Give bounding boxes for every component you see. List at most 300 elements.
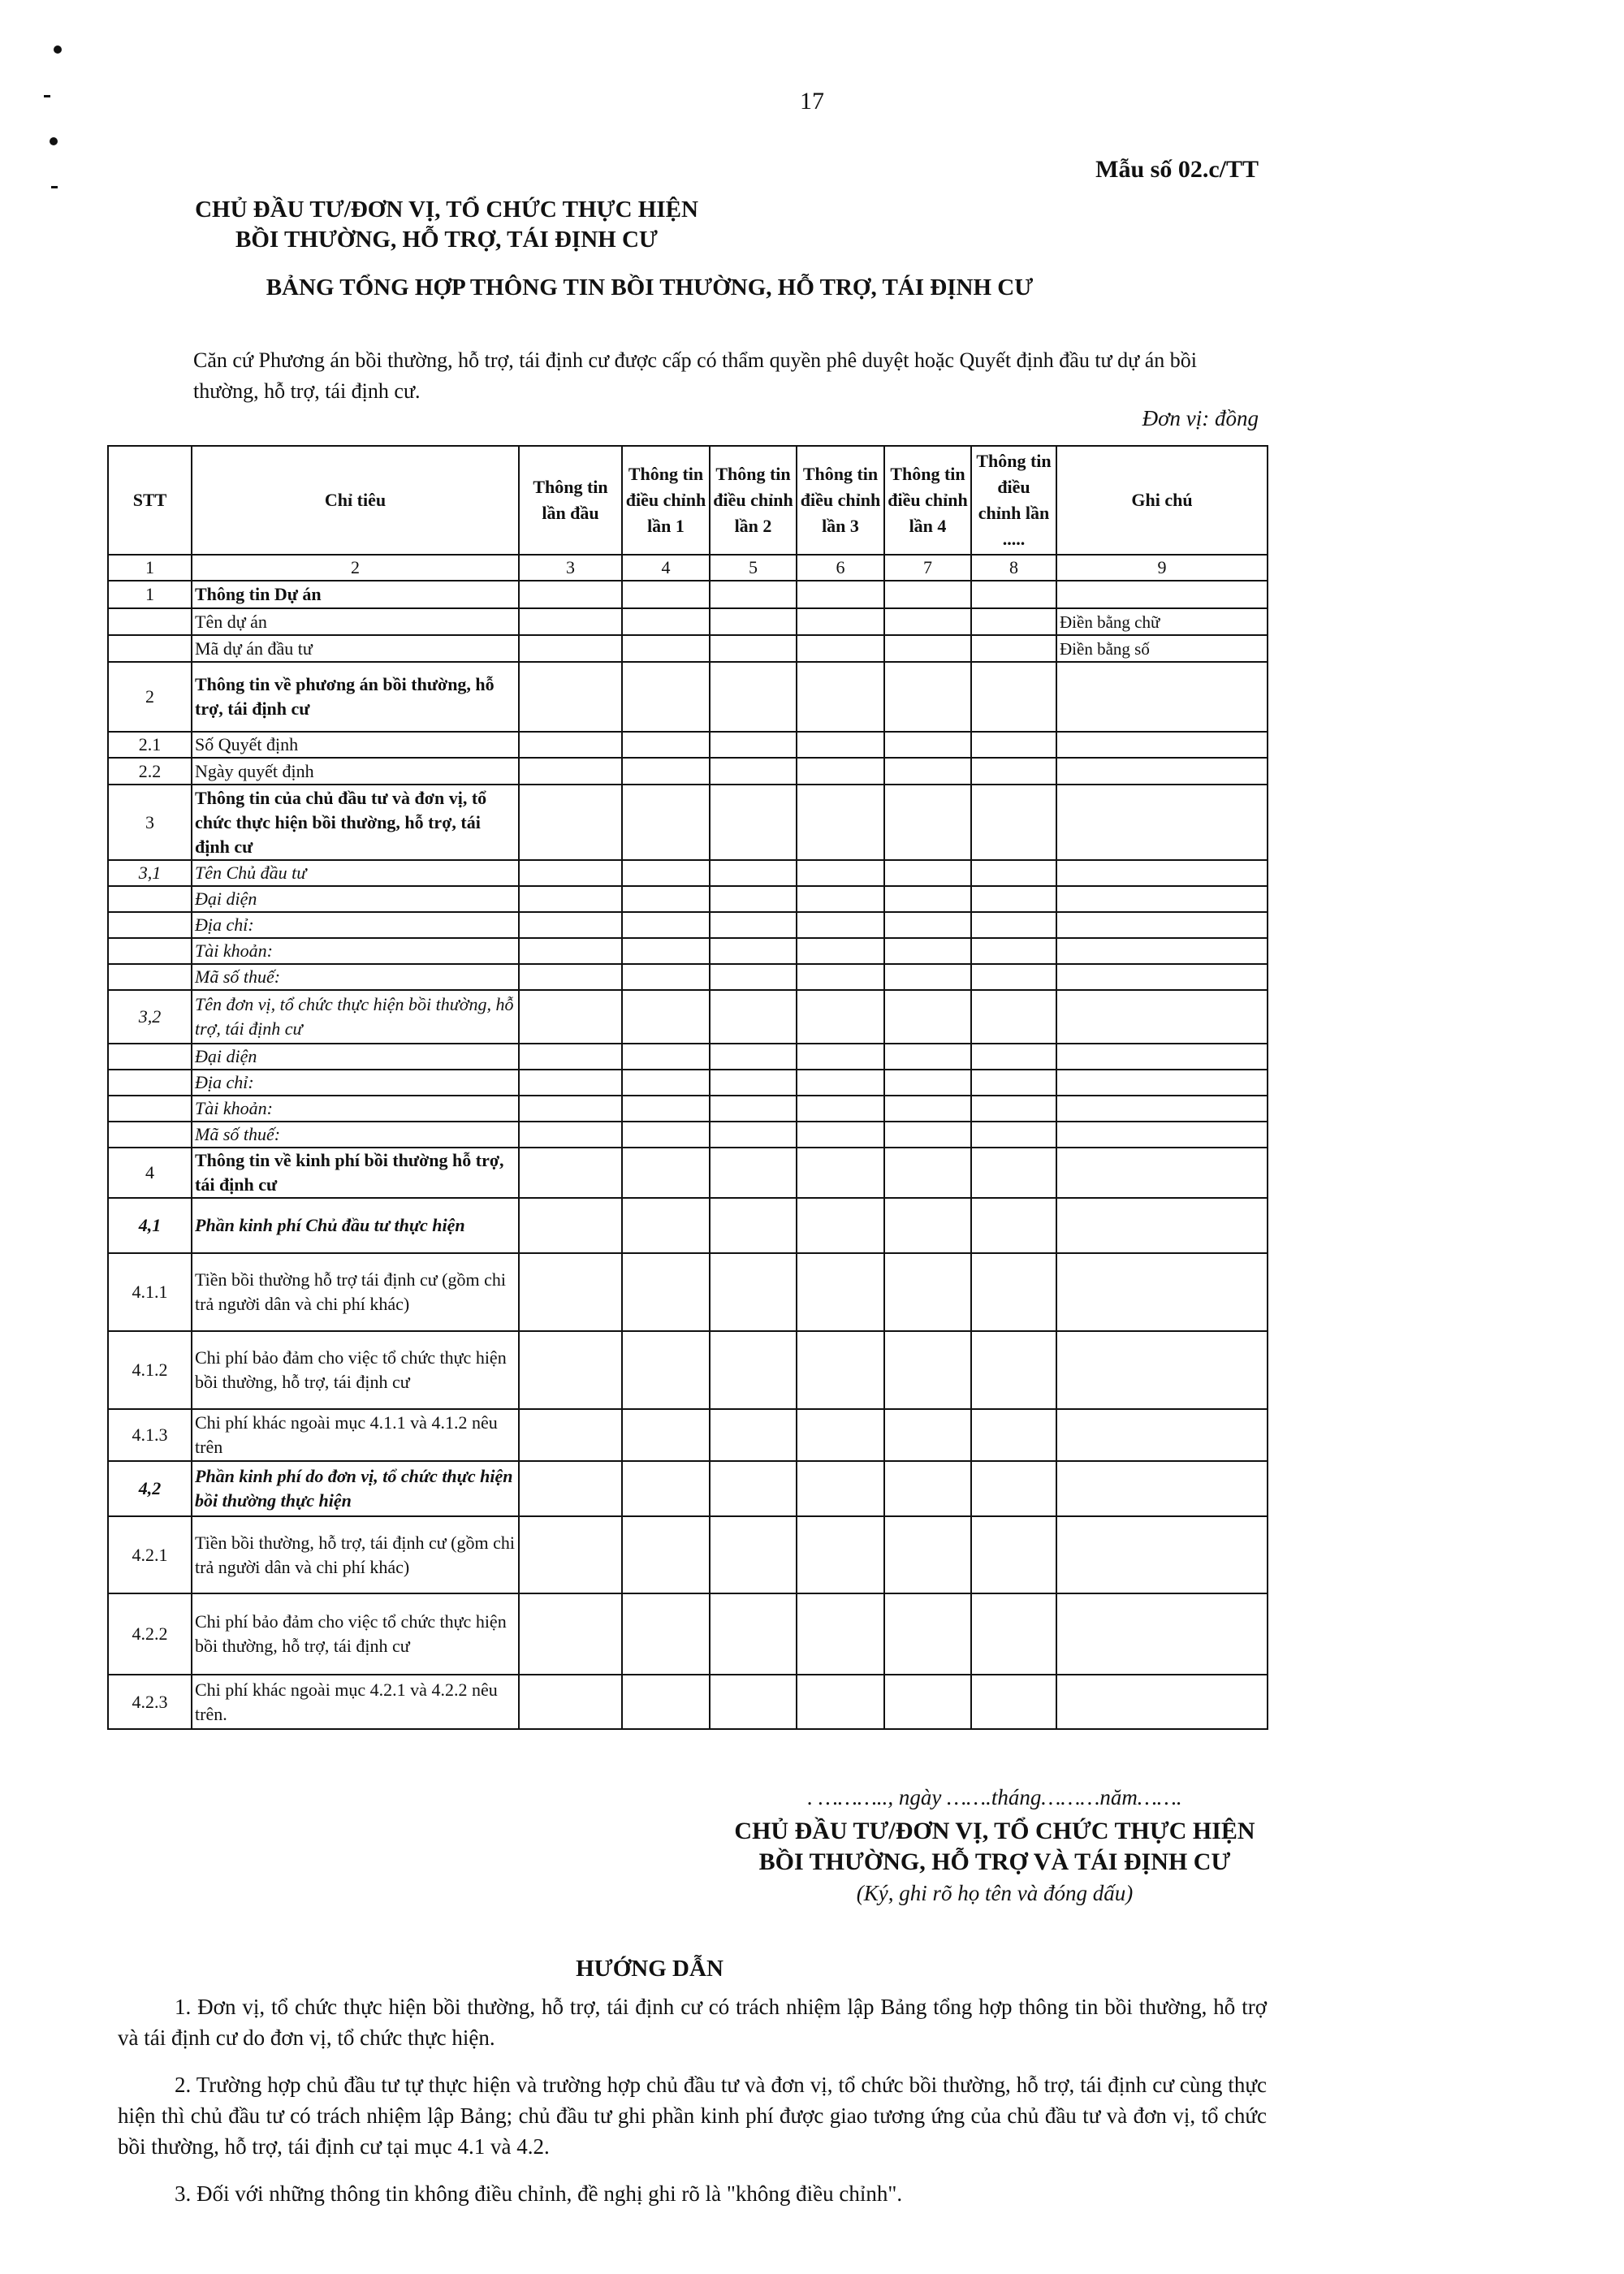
row-stt: 4.1.2	[108, 1331, 192, 1409]
row-stt: 3,2	[108, 990, 192, 1044]
org-header-line2: BỒI THƯỜNG, HỖ TRỢ, TÁI ĐỊNH CƯ	[235, 227, 658, 253]
table-row	[108, 635, 1268, 662]
value-cell[interactable]	[884, 990, 971, 1044]
row-stt	[108, 1044, 192, 1070]
value-cell[interactable]	[519, 1461, 622, 1516]
value-cell[interactable]	[622, 1409, 710, 1461]
row-indicator: Tên đơn vị, tổ chức thực hiện bồi thường, hỗ trợ, tái định cư	[192, 990, 519, 1044]
value-cell[interactable]	[519, 1331, 622, 1409]
value-cell[interactable]	[519, 1070, 622, 1096]
row-indicator: Thông tin Dự án	[192, 581, 519, 608]
value-cell[interactable]	[797, 860, 884, 886]
value-cell[interactable]	[971, 1253, 1056, 1331]
table-row	[108, 1516, 1268, 1593]
value-cell[interactable]	[710, 1148, 797, 1198]
org-header	[191, 195, 702, 255]
table-row	[108, 886, 1268, 912]
value-cell[interactable]	[710, 732, 797, 758]
scan-punch-mark	[50, 137, 58, 145]
value-cell[interactable]	[519, 912, 622, 938]
value-cell[interactable]	[884, 1148, 971, 1198]
value-cell[interactable]	[622, 1253, 710, 1331]
value-cell[interactable]	[519, 1253, 622, 1331]
row-indicator: Thông tin về phương án bồi thường, hỗ trợ, tái định cư	[192, 662, 519, 732]
value-cell[interactable]	[519, 1044, 622, 1070]
scan-dash-mark	[51, 186, 58, 188]
value-cell[interactable]	[971, 608, 1056, 635]
row-indicator: Mã dự án đầu tư	[192, 635, 519, 662]
value-cell[interactable]	[622, 1148, 710, 1198]
value-cell[interactable]	[622, 758, 710, 785]
value-cell[interactable]	[971, 860, 1056, 886]
value-cell[interactable]	[622, 860, 710, 886]
guidance-item: 2. Trường hợp chủ đầu tư tự thực hiện và trường hợp chủ đầu tư và đơn vị, tổ chức bồi thường, hỗ trợ, tái định cư cùng thực hiện thì chủ đầu tư có trách nhiệm lập Bảng; chủ đầu tư ghi phần kinh phí được giao tương ứng của chủ đầu tư và đơn vị, tổ chức bồi thường, hỗ trợ, tái định cư tại mục 4.1 và 4.2.	[118, 2073, 1267, 2159]
value-cell[interactable]	[884, 1198, 971, 1253]
value-cell[interactable]	[797, 912, 884, 938]
form-code: Mẫu số 02.c/TT	[1095, 156, 1259, 183]
row-stt	[108, 1122, 192, 1148]
value-cell[interactable]	[622, 635, 710, 662]
row-indicator: Địa chỉ:	[192, 1070, 519, 1096]
table-row	[108, 1331, 1268, 1409]
value-cell[interactable]	[797, 886, 884, 912]
guidance-title: HƯỚNG DẪN	[576, 1956, 723, 1982]
row-indicator: Phần kinh phí do đơn vị, tổ chức thực hiện bồi thường thực hiện	[192, 1461, 519, 1516]
value-cell[interactable]	[519, 1675, 622, 1729]
row-indicator: Tên Chủ đầu tư	[192, 860, 519, 886]
column-number: 4	[622, 555, 710, 581]
value-cell[interactable]	[519, 662, 622, 732]
value-cell[interactable]	[622, 732, 710, 758]
row-stt	[108, 608, 192, 635]
value-cell[interactable]	[710, 1122, 797, 1148]
value-cell[interactable]	[884, 1096, 971, 1122]
table-row	[108, 758, 1268, 785]
value-cell[interactable]	[797, 938, 884, 964]
value-cell[interactable]	[884, 860, 971, 886]
value-cell[interactable]	[884, 608, 971, 635]
row-note[interactable]	[1056, 860, 1268, 886]
value-cell[interactable]	[971, 581, 1056, 608]
value-cell[interactable]	[622, 912, 710, 938]
row-indicator: Đại diện	[192, 886, 519, 912]
table-row	[108, 1675, 1268, 1729]
value-cell[interactable]	[519, 1593, 622, 1675]
page-number: 17	[800, 88, 824, 115]
value-cell[interactable]	[519, 1516, 622, 1593]
value-cell[interactable]	[971, 1148, 1056, 1198]
row-note[interactable]	[1056, 964, 1268, 990]
row-note[interactable]	[1056, 1096, 1268, 1122]
value-cell[interactable]	[884, 785, 971, 860]
row-indicator: Tài khoản:	[192, 1096, 519, 1122]
value-cell[interactable]	[971, 1044, 1056, 1070]
value-cell[interactable]	[710, 1675, 797, 1729]
value-cell[interactable]	[797, 1070, 884, 1096]
table-row	[108, 990, 1268, 1044]
row-stt: 4.2.1	[108, 1516, 192, 1593]
value-cell[interactable]	[622, 1675, 710, 1729]
row-note[interactable]	[1056, 581, 1268, 608]
row-stt: 2.1	[108, 732, 192, 758]
header-adjust-4: Thông tin điều chỉnh lần 4	[884, 446, 971, 555]
table-row	[108, 1148, 1268, 1198]
row-note[interactable]	[1056, 938, 1268, 964]
header-initial-info: Thông tin lần đầu	[519, 446, 622, 555]
column-number: 7	[884, 555, 971, 581]
value-cell[interactable]	[884, 1122, 971, 1148]
row-indicator: Đại diện	[192, 1044, 519, 1070]
value-cell[interactable]	[622, 1593, 710, 1675]
value-cell[interactable]	[710, 1044, 797, 1070]
value-cell[interactable]	[797, 1593, 884, 1675]
table-row	[108, 964, 1268, 990]
value-cell[interactable]	[622, 1070, 710, 1096]
value-cell[interactable]	[884, 635, 971, 662]
table-row	[108, 1044, 1268, 1070]
value-cell[interactable]	[884, 758, 971, 785]
row-indicator: Mã số thuế:	[192, 964, 519, 990]
value-cell[interactable]	[519, 938, 622, 964]
signature-title	[633, 1816, 1356, 1878]
row-stt: 1	[108, 581, 192, 608]
row-indicator: Địa chỉ:	[192, 912, 519, 938]
row-stt	[108, 635, 192, 662]
value-cell[interactable]	[710, 1253, 797, 1331]
value-cell[interactable]	[622, 1516, 710, 1593]
value-cell[interactable]	[710, 860, 797, 886]
value-cell[interactable]	[519, 1096, 622, 1122]
row-indicator: Số Quyết định	[192, 732, 519, 758]
value-cell[interactable]	[797, 1044, 884, 1070]
row-stt	[108, 938, 192, 964]
row-note[interactable]	[1056, 1044, 1268, 1070]
guidance-item: 1. Đơn vị, tổ chức thực hiện bồi thường, hỗ trợ, tái định cư có trách nhiệm lập Bảng tổng hợp thông tin bồi thường, hỗ trợ và tái định cư do đơn vị, tổ chức thực hiện.	[118, 1995, 1267, 2050]
value-cell[interactable]	[971, 1331, 1056, 1409]
value-cell[interactable]	[971, 1198, 1056, 1253]
table-row	[108, 938, 1268, 964]
row-stt: 4.2.2	[108, 1593, 192, 1675]
value-cell[interactable]	[622, 1044, 710, 1070]
value-cell[interactable]	[884, 1675, 971, 1729]
signature-title-line1: CHỦ ĐẦU TƯ/ĐƠN VỊ, TỔ CHỨC THỰC HIỆN	[734, 1818, 1255, 1844]
column-number: 8	[971, 555, 1056, 581]
row-indicator: Ngày quyết định	[192, 758, 519, 785]
row-stt	[108, 886, 192, 912]
value-cell[interactable]	[797, 964, 884, 990]
row-indicator: Chi phí khác ngoài mục 4.1.1 và 4.1.2 nêu trên	[192, 1409, 519, 1461]
row-stt: 2.2	[108, 758, 192, 785]
row-stt: 3,1	[108, 860, 192, 886]
row-note[interactable]	[1056, 785, 1268, 860]
header-notes: Ghi chú	[1056, 446, 1268, 555]
value-cell[interactable]	[884, 938, 971, 964]
row-note[interactable]	[1056, 1253, 1268, 1331]
value-cell[interactable]	[519, 581, 622, 608]
value-cell[interactable]	[519, 1198, 622, 1253]
table-row	[108, 662, 1268, 732]
table-row	[108, 1461, 1268, 1516]
value-cell[interactable]	[797, 990, 884, 1044]
row-note[interactable]	[1056, 1593, 1268, 1675]
value-cell[interactable]	[884, 1253, 971, 1331]
table-row	[108, 1593, 1268, 1675]
value-cell[interactable]	[519, 1148, 622, 1198]
row-note[interactable]: Điền bằng chữ	[1056, 608, 1268, 635]
value-cell[interactable]	[884, 1593, 971, 1675]
value-cell[interactable]	[622, 964, 710, 990]
value-cell[interactable]	[884, 964, 971, 990]
signature-note: (Ký, ghi rõ họ tên và đóng dấu)	[856, 1881, 1134, 1905]
signature-date-line: . ……….., ngày …….tháng………năm…….	[807, 1785, 1182, 1809]
value-cell[interactable]	[710, 608, 797, 635]
value-cell[interactable]	[884, 1516, 971, 1593]
value-cell[interactable]	[797, 662, 884, 732]
value-cell[interactable]	[884, 1331, 971, 1409]
value-cell[interactable]	[519, 608, 622, 635]
row-stt	[108, 964, 192, 990]
value-cell[interactable]	[519, 886, 622, 912]
value-cell[interactable]	[797, 1096, 884, 1122]
row-indicator: Tên dự án	[192, 608, 519, 635]
row-note[interactable]: Điền bằng số	[1056, 635, 1268, 662]
column-number: 1	[108, 555, 192, 581]
header-stt: STT	[108, 446, 192, 555]
value-cell[interactable]	[884, 581, 971, 608]
row-stt: 4.1.1	[108, 1253, 192, 1331]
table-row	[108, 912, 1268, 938]
value-cell[interactable]	[710, 912, 797, 938]
value-cell[interactable]	[971, 785, 1056, 860]
row-indicator: Chi phí khác ngoài mục 4.2.1 và 4.2.2 nêu trên.	[192, 1675, 519, 1729]
value-cell[interactable]	[971, 732, 1056, 758]
value-cell[interactable]	[884, 1409, 971, 1461]
value-cell[interactable]	[797, 758, 884, 785]
value-cell[interactable]	[971, 938, 1056, 964]
row-indicator: Phần kinh phí Chủ đầu tư thực hiện	[192, 1198, 519, 1253]
value-cell[interactable]	[971, 1461, 1056, 1516]
row-note[interactable]	[1056, 758, 1268, 785]
table-row	[108, 1096, 1268, 1122]
value-cell[interactable]	[797, 1461, 884, 1516]
value-cell[interactable]	[971, 1409, 1056, 1461]
value-cell[interactable]	[884, 732, 971, 758]
row-stt: 4.2.3	[108, 1675, 192, 1729]
row-indicator: Chi phí bảo đảm cho việc tổ chức thực hiện bồi thường, hỗ trợ, tái định cư	[192, 1331, 519, 1409]
row-indicator: Thông tin về kinh phí bồi thường hỗ trợ, tái định cư	[192, 1148, 519, 1198]
row-note[interactable]	[1056, 1409, 1268, 1461]
value-cell[interactable]	[519, 964, 622, 990]
value-cell[interactable]	[622, 608, 710, 635]
table-row	[108, 581, 1268, 608]
row-note[interactable]	[1056, 1675, 1268, 1729]
value-cell[interactable]	[797, 1198, 884, 1253]
row-stt	[108, 912, 192, 938]
value-cell[interactable]	[622, 1096, 710, 1122]
value-cell[interactable]	[622, 1461, 710, 1516]
page-title: BẢNG TỔNG HỢP THÔNG TIN BỒI THƯỜNG, HỖ TRỢ, TÁI ĐỊNH CƯ	[266, 275, 1034, 300]
row-indicator: Tiền bồi thường hỗ trợ tái định cư (gồm chi trả người dân và chi phí khác)	[192, 1253, 519, 1331]
table-row	[108, 860, 1268, 886]
value-cell[interactable]	[622, 886, 710, 912]
column-number: 3	[519, 555, 622, 581]
value-cell[interactable]	[710, 758, 797, 785]
value-cell[interactable]	[971, 964, 1056, 990]
summary-table	[107, 445, 1268, 1730]
value-cell[interactable]	[710, 938, 797, 964]
value-cell[interactable]	[797, 732, 884, 758]
value-cell[interactable]	[519, 860, 622, 886]
scan-punch-mark	[54, 45, 62, 54]
guidance-item: 3. Đối với những thông tin không điều chỉnh, đề nghị ghi rõ là "không điều chỉnh".	[175, 2181, 903, 2206]
value-cell[interactable]	[519, 990, 622, 1044]
value-cell[interactable]	[622, 662, 710, 732]
value-cell[interactable]	[622, 990, 710, 1044]
row-stt: 3	[108, 785, 192, 860]
value-cell[interactable]	[622, 1331, 710, 1409]
value-cell[interactable]	[797, 1516, 884, 1593]
value-cell[interactable]	[710, 1331, 797, 1409]
value-cell[interactable]	[884, 1461, 971, 1516]
value-cell[interactable]	[884, 1070, 971, 1096]
value-cell[interactable]	[797, 1331, 884, 1409]
row-note[interactable]	[1056, 1070, 1268, 1096]
table-row	[108, 732, 1268, 758]
value-cell[interactable]	[710, 886, 797, 912]
value-cell[interactable]	[797, 1253, 884, 1331]
value-cell[interactable]	[710, 1070, 797, 1096]
value-cell[interactable]	[710, 990, 797, 1044]
value-cell[interactable]	[797, 1675, 884, 1729]
value-cell[interactable]	[971, 1675, 1056, 1729]
row-note[interactable]	[1056, 1516, 1268, 1593]
value-cell[interactable]	[884, 912, 971, 938]
value-cell[interactable]	[971, 1593, 1056, 1675]
row-indicator: Tiền bồi thường, hỗ trợ, tái định cư (gồm chi trả người dân và chi phí khác)	[192, 1516, 519, 1593]
row-note[interactable]	[1056, 1122, 1268, 1148]
value-cell[interactable]	[622, 785, 710, 860]
row-stt: 4.1.3	[108, 1409, 192, 1461]
value-cell[interactable]	[797, 1409, 884, 1461]
row-note[interactable]	[1056, 1461, 1268, 1516]
value-cell[interactable]	[971, 1070, 1056, 1096]
column-number: 5	[710, 555, 797, 581]
row-indicator: Mã số thuế:	[192, 1122, 519, 1148]
value-cell[interactable]	[971, 912, 1056, 938]
row-note[interactable]	[1056, 1198, 1268, 1253]
row-note[interactable]	[1056, 662, 1268, 732]
value-cell[interactable]	[710, 635, 797, 662]
value-cell[interactable]	[622, 1122, 710, 1148]
value-cell[interactable]	[710, 785, 797, 860]
org-header-line1: CHỦ ĐẦU TƯ/ĐƠN VỊ, TỔ CHỨC THỰC HIỆN	[195, 197, 698, 223]
value-cell[interactable]	[710, 1409, 797, 1461]
row-indicator: Chi phí bảo đảm cho việc tổ chức thực hiện bồi thường, hỗ trợ, tái định cư	[192, 1593, 519, 1675]
value-cell[interactable]	[971, 1096, 1056, 1122]
header-adjust-2: Thông tin điều chỉnh lần 2	[710, 446, 797, 555]
table-row	[108, 608, 1268, 635]
value-cell[interactable]	[519, 1409, 622, 1461]
value-cell[interactable]	[971, 662, 1056, 732]
value-cell[interactable]	[971, 1516, 1056, 1593]
value-cell[interactable]	[971, 990, 1056, 1044]
row-note[interactable]	[1056, 886, 1268, 912]
value-cell[interactable]	[622, 581, 710, 608]
value-cell[interactable]	[710, 1516, 797, 1593]
value-cell[interactable]	[797, 785, 884, 860]
row-stt: 2	[108, 662, 192, 732]
unit-note: Đơn vị: đồng	[1142, 406, 1259, 430]
header-indicator: Chỉ tiêu	[192, 446, 519, 555]
row-stt: 4,2	[108, 1461, 192, 1516]
row-note[interactable]	[1056, 990, 1268, 1044]
row-stt: 4	[108, 1148, 192, 1198]
value-cell[interactable]	[971, 635, 1056, 662]
value-cell[interactable]	[884, 1044, 971, 1070]
value-cell[interactable]	[797, 1122, 884, 1148]
value-cell[interactable]	[710, 964, 797, 990]
value-cell[interactable]	[797, 1148, 884, 1198]
value-cell[interactable]	[519, 635, 622, 662]
value-cell[interactable]	[519, 785, 622, 860]
value-cell[interactable]	[971, 1122, 1056, 1148]
value-cell[interactable]	[884, 886, 971, 912]
table-row	[108, 1253, 1268, 1331]
table-row	[108, 1070, 1268, 1096]
row-indicator: Thông tin của chủ đầu tư và đơn vị, tổ chức thực hiện bồi thường, hỗ trợ, tái định cư	[192, 785, 519, 860]
signature-title-line2: BỒI THƯỜNG, HỖ TRỢ VÀ TÁI ĐỊNH CƯ	[758, 1848, 1231, 1875]
value-cell[interactable]	[519, 1122, 622, 1148]
row-note[interactable]	[1056, 912, 1268, 938]
header-adjust-1: Thông tin điều chỉnh lần 1	[622, 446, 710, 555]
table-row	[108, 1122, 1268, 1148]
row-stt	[108, 1070, 192, 1096]
header-adjust-n: Thông tin điều chỉnh lần .....	[971, 446, 1056, 555]
value-cell[interactable]	[710, 662, 797, 732]
value-cell[interactable]	[710, 1461, 797, 1516]
value-cell[interactable]	[519, 732, 622, 758]
table-header-row	[108, 446, 1268, 555]
value-cell[interactable]	[519, 758, 622, 785]
value-cell[interactable]	[884, 662, 971, 732]
row-note[interactable]	[1056, 1148, 1268, 1198]
value-cell[interactable]	[622, 1198, 710, 1253]
row-note[interactable]	[1056, 1331, 1268, 1409]
table-row	[108, 1409, 1268, 1461]
value-cell[interactable]	[797, 608, 884, 635]
preamble-text: Căn cứ Phương án bồi thường, hỗ trợ, tái định cư được cấp có thẩm quyền phê duyệt hoặc Quyết định đầu tư dự án bồi thường, hỗ trợ, tái định cư.	[193, 348, 1198, 403]
value-cell[interactable]	[710, 1593, 797, 1675]
value-cell[interactable]	[622, 938, 710, 964]
table-row	[108, 1198, 1268, 1253]
row-note[interactable]	[1056, 732, 1268, 758]
column-number: 2	[192, 555, 519, 581]
table-row	[108, 785, 1268, 860]
column-number: 9	[1056, 555, 1268, 581]
table-body	[108, 581, 1268, 1729]
value-cell[interactable]	[971, 886, 1056, 912]
value-cell[interactable]	[797, 581, 884, 608]
row-stt: 4,1	[108, 1198, 192, 1253]
value-cell[interactable]	[710, 1096, 797, 1122]
value-cell[interactable]	[710, 581, 797, 608]
value-cell[interactable]	[797, 635, 884, 662]
row-stt	[108, 1096, 192, 1122]
value-cell[interactable]	[971, 758, 1056, 785]
guidance-list	[118, 1991, 1267, 2225]
value-cell[interactable]	[710, 1198, 797, 1253]
column-number-row	[108, 555, 1268, 581]
